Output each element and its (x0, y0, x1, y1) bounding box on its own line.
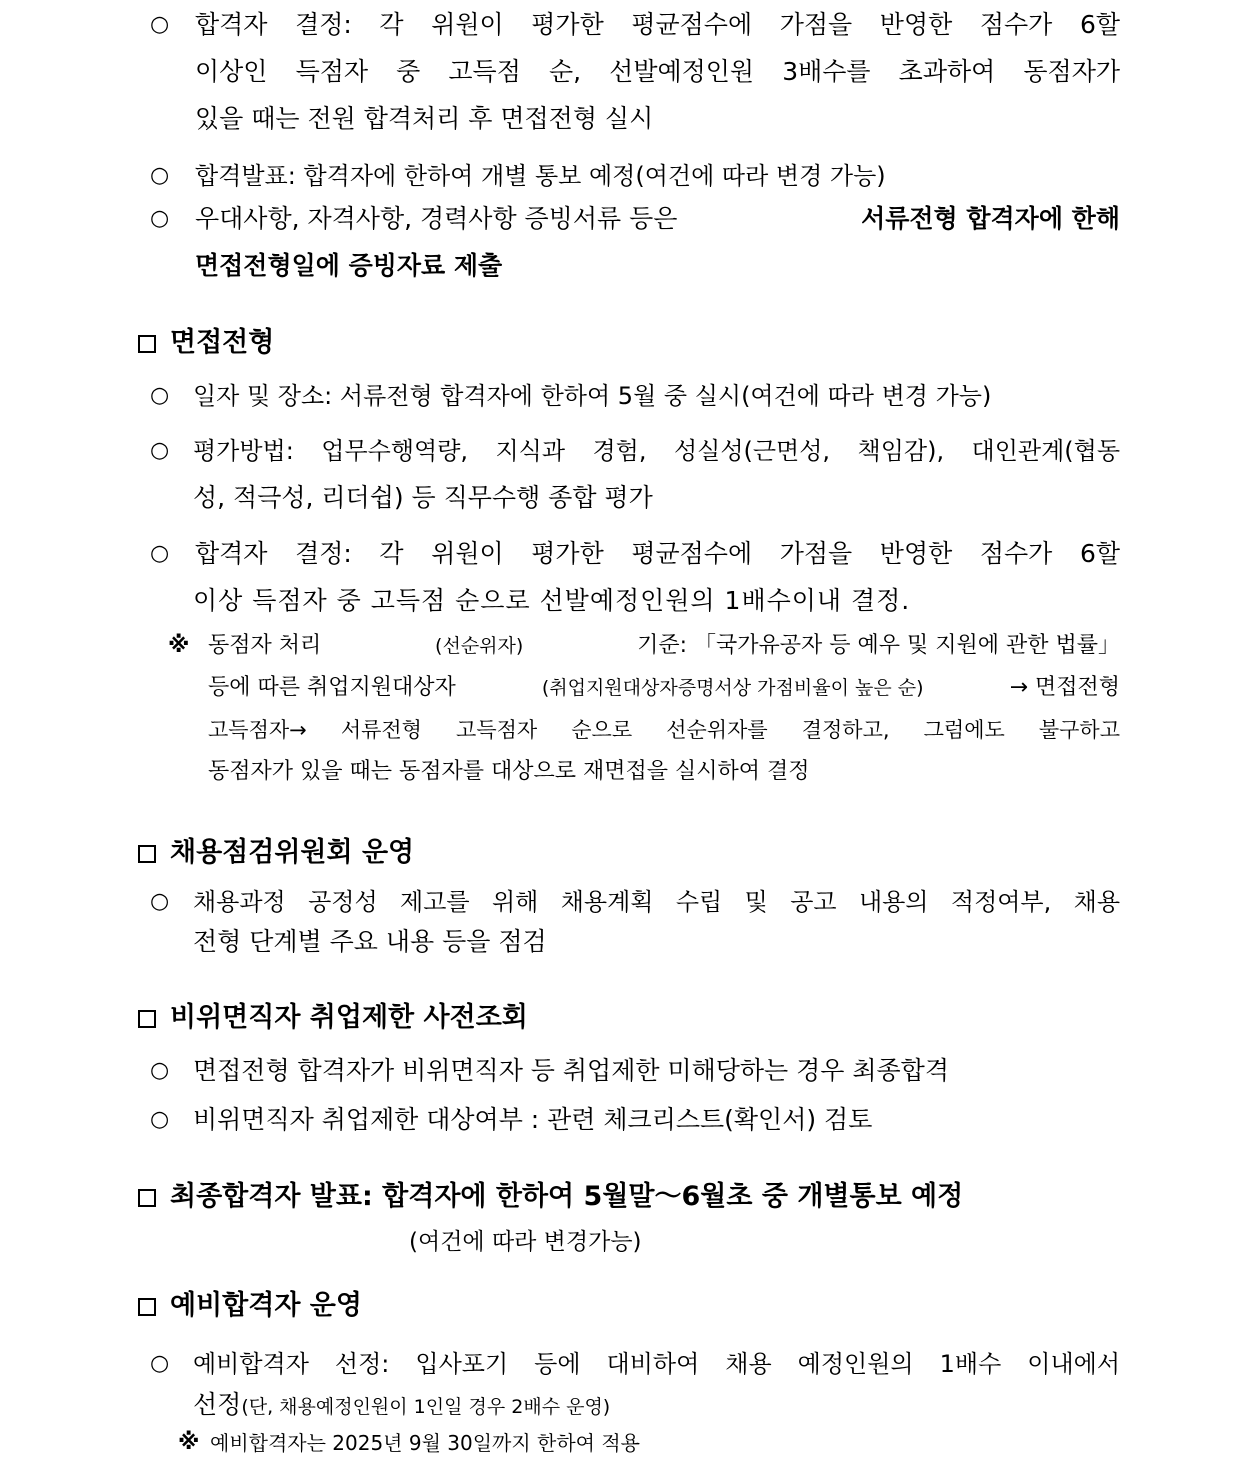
text-line: 예비합격자 선정: 입사포기 등에 대비하여 채용 예정인원의 1배수 이내에서 (193, 1350, 1120, 1378)
bullet-circle-icon: ○ (150, 206, 170, 231)
bullet-circle-icon: ○ (150, 163, 170, 188)
bullet-circle-icon: ○ (150, 1058, 170, 1083)
text-line: 면접전형 합격자가 비위면직자 등 취업제한 미해당하는 경우 최종합격 (193, 1056, 949, 1085)
section-title: 면접전형 (170, 327, 275, 358)
bullet-circle-icon: ○ (150, 889, 170, 914)
reference-mark-icon: ※ (178, 1430, 200, 1455)
text-segment: (선순위자) (435, 635, 524, 657)
section-heading (138, 1001, 528, 1035)
text-segment: 선정 (193, 1390, 242, 1419)
text-segment: 우대사항, 자격사항, 경력사항 증빙서류 등은 (195, 204, 678, 233)
text-line: 평가방법: 업무수행역량, 지식과 경험, 성실성(근면성, 책임감), 대인관계(협동 (193, 437, 1120, 465)
text-segment: 기준: 「국가유공자 등 예우 및 지원에 관한 법률」 (637, 633, 1120, 658)
text-segment: 등에 따른 취업지원대상자 (208, 675, 456, 700)
text-line: 전형 단계별 주요 내용 등을 점검 (193, 927, 547, 956)
section-heading (138, 1289, 362, 1323)
bullet-circle-icon: ○ (150, 12, 170, 37)
section-title: 최종합격자 발표: 합격자에 한하여 5월말～6월초 중 개별통보 예정 (170, 1181, 964, 1212)
note-line (208, 672, 1120, 704)
text-segment: → 면접전형 (1009, 675, 1120, 700)
text-line: 이상 득점자 중 고득점 순으로 선발예정인원의 1배수이내 결정. (193, 586, 911, 615)
text-line: 있을 때는 전원 합격처리 후 면접전형 실시 (195, 104, 654, 133)
text-line: 합격자 결정: 각 위원이 평가한 평균점수에 가점을 반영한 점수가 6할 (195, 10, 1120, 39)
note-line (208, 630, 1120, 662)
text-line: 채용과정 공정성 제고를 위해 채용계획 수립 및 공고 내용의 적정여부, 채용 (193, 888, 1120, 916)
checkbox-square-icon (138, 845, 156, 863)
text-line: 일자 및 장소: 서류전형 합격자에 한하여 5월 중 실시(여건에 따라 변경 가능) (193, 382, 992, 410)
note-line: 고득점자→ 서류전형 고득점자 순으로 선순위자를 결정하고, 그럼에도 불구하고 (208, 718, 1120, 742)
bullet-circle-icon: ○ (150, 1351, 170, 1376)
emphasis-text: 서류전형 합격자에 한해 (861, 204, 1120, 233)
section-heading (138, 326, 274, 360)
note-line: 동점자가 있을 때는 동점자를 대상으로 재면접을 실시하여 결정 (208, 759, 810, 784)
note-line: 예비합격자는 2025년 9월 30일까지 한하여 적용 (210, 1431, 640, 1455)
bullet-circle-icon: ○ (150, 541, 170, 566)
checkbox-square-icon (138, 335, 156, 353)
section-title: 비위면직자 취업제한 사전조회 (170, 1002, 528, 1033)
text-line: 이상인 득점자 중 고득점 순, 선발예정인원 3배수를 초과하여 동점자가 (195, 57, 1120, 86)
bullet-circle-icon: ○ (150, 438, 170, 463)
section-heading (138, 836, 414, 870)
checkbox-square-icon (138, 1010, 156, 1028)
text-line (193, 1389, 610, 1423)
section-title: 예비합격자 운영 (170, 1290, 362, 1321)
checkbox-square-icon (138, 1298, 156, 1316)
text-segment: (취업지원대상자증명서상 가점비율이 높은 순) (541, 677, 924, 699)
bullet-circle-icon: ○ (150, 1107, 170, 1132)
section-subnote: (여건에 따라 변경가능) (409, 1229, 642, 1255)
reference-mark-icon: ※ (168, 633, 190, 658)
section-title: 채용점검위원회 운영 (170, 837, 415, 868)
section-heading (138, 1180, 963, 1214)
text-line: 합격발표: 합격자에 한하여 개별 통보 예정(여건에 따라 변경 가능) (195, 162, 886, 190)
text-segment: (단, 채용예정인원이 1인일 경우 2배수 운영) (241, 1396, 611, 1418)
text-line (195, 203, 1120, 235)
checkbox-square-icon (138, 1189, 156, 1207)
bullet-circle-icon: ○ (150, 383, 170, 408)
text-segment: 동점자 처리 (208, 633, 322, 658)
text-line: 면접전형일에 증빙자료 제출 (195, 251, 503, 280)
text-line: 성, 적극성, 리더쉽) 등 직무수행 종합 평가 (193, 483, 653, 512)
text-line: 합격자 결정: 각 위원이 평가한 평균점수에 가점을 반영한 점수가 6할 (195, 539, 1120, 568)
text-line: 비위면직자 취업제한 대상여부 : 관련 체크리스트(확인서) 검토 (193, 1105, 873, 1134)
